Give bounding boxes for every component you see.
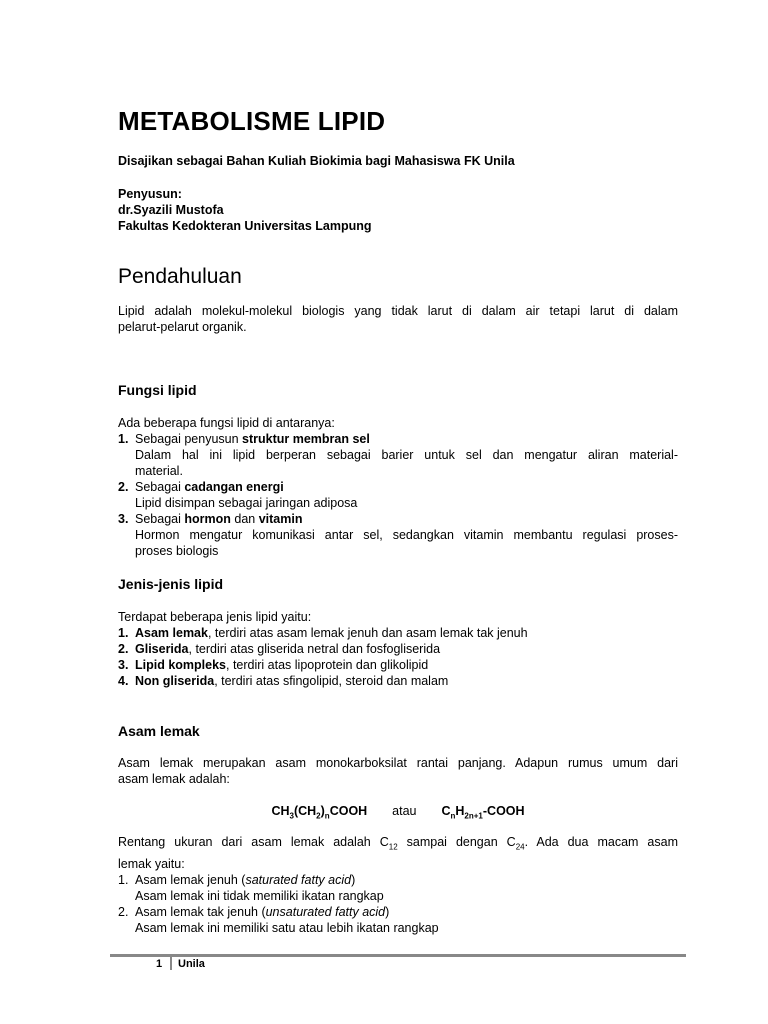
item-bold-text: hormon xyxy=(184,512,231,526)
formula-2 xyxy=(441,804,525,821)
asam-intro-paragraph xyxy=(118,755,678,787)
list-number: 2. xyxy=(118,480,129,494)
item-description: Asam lemak ini memiliki satu atau lebih ikatan rangkap xyxy=(135,920,439,935)
intro-line-2: pelarut-pelarut organik. xyxy=(118,320,247,334)
range-line-2: lemak yaitu: xyxy=(118,856,185,871)
item-bold-text-2: vitamin xyxy=(258,512,303,526)
footer-separator xyxy=(170,956,172,970)
heading-asam-lemak: Asam lemak xyxy=(118,723,200,739)
author-affiliation: Fakultas Kedokteran Universitas Lampung xyxy=(118,219,372,233)
jenis-lead: Terdapat beberapa jenis lipid yaitu: xyxy=(118,610,312,624)
item-bold-text: Gliserida xyxy=(135,642,189,656)
item-text-mid: dan xyxy=(230,512,259,526)
item-bold-text: cadangan energi xyxy=(184,480,284,494)
list-item xyxy=(118,904,678,936)
formula-subscript: n xyxy=(450,811,456,821)
formula-subscript: 3 xyxy=(289,811,294,821)
list-number: 3. xyxy=(118,512,129,526)
item-bold-text: Non gliserida xyxy=(135,674,215,688)
item-bold-text: Lipid kompleks xyxy=(135,658,226,672)
range-subscript: 12 xyxy=(388,842,398,852)
fatty-acid-formula xyxy=(118,804,678,821)
intro-paragraph xyxy=(118,303,678,335)
range-text: . Ada dua macam asam xyxy=(524,835,678,849)
heading-fungsi-lipid: Fungsi lipid xyxy=(118,382,197,398)
item-description-cont: material. xyxy=(135,464,183,478)
range-subscript: 24 xyxy=(515,842,525,852)
item-text: Sebagai xyxy=(135,512,185,526)
list-number: 4. xyxy=(118,674,129,688)
formula-part: H xyxy=(455,804,465,818)
list-number: 1. xyxy=(118,626,129,640)
list-number: 1. xyxy=(118,432,129,446)
item-text-end: ) xyxy=(385,904,390,919)
formula-subscript: n xyxy=(324,811,330,821)
item-description: Dalam hal ini lipid berperan sebagai barier untuk sel dan mengatur aliran material- xyxy=(135,448,678,462)
intro-line-1: Lipid adalah molekul-molekul biologis yang tidak larut di dalam air tetapi larut di dalam xyxy=(118,304,678,318)
footer-rule xyxy=(110,954,686,957)
list-number: 3. xyxy=(118,658,129,672)
list-item xyxy=(118,673,678,689)
range-text: sampai dengan C xyxy=(397,835,516,849)
footer-page-number: 1 xyxy=(156,958,163,970)
list-item xyxy=(118,479,678,511)
fungsi-lead: Ada beberapa fungsi lipid di antaranya: xyxy=(118,416,335,430)
list-item xyxy=(118,872,678,904)
fungsi-section xyxy=(118,415,678,559)
fungsi-list xyxy=(118,431,678,559)
item-text: , terdiri atas asam lemak jenuh dan asam lemak tak jenuh xyxy=(207,626,528,640)
list-item xyxy=(118,431,678,479)
item-text-end: ) xyxy=(351,872,356,887)
range-text: Rentang ukuran dari asam lemak adalah C xyxy=(118,835,389,849)
list-item xyxy=(118,657,678,673)
item-text: , terdiri atas lipoprotein dan glikolipid xyxy=(226,658,429,672)
formula-atau: atau xyxy=(392,804,417,818)
item-italic-text: unsaturated fatty acid xyxy=(265,904,386,919)
item-description: Hormon mengatur komunikasi antar sel, sedangkan vitamin membantu regulasi proses- xyxy=(135,528,678,542)
formula-part: CH xyxy=(271,804,290,818)
doc-subtitle: Disajikan sebagai Bahan Kuliah Biokimia bagi Mahasiswa FK Unila xyxy=(118,154,515,168)
doc-title: METABOLISME LIPID xyxy=(118,106,386,136)
list-item xyxy=(118,641,678,657)
formula-part: C xyxy=(441,804,451,818)
item-description-cont: proses biologis xyxy=(135,544,219,558)
heading-jenis-lipid: Jenis-jenis lipid xyxy=(118,576,224,592)
item-text: Sebagai xyxy=(135,480,185,494)
list-number: 2. xyxy=(118,904,129,919)
item-text: Asam lemak tak jenuh ( xyxy=(135,904,266,919)
author-block xyxy=(118,186,678,234)
asam-range-paragraph xyxy=(118,834,678,936)
footer-label: Unila xyxy=(178,958,205,970)
author-name: dr.Syazili Mustofa xyxy=(118,203,224,217)
formula-1 xyxy=(271,804,368,821)
range-line-1 xyxy=(118,834,678,856)
formula-part: (CH xyxy=(293,804,317,818)
author-label: Penyusun: xyxy=(118,187,182,201)
formula-part: -COOH xyxy=(482,804,525,818)
formula-subscript: 2n+1 xyxy=(464,811,483,821)
item-text: , terdiri atas gliserida netral dan fosfogliserida xyxy=(188,642,441,656)
item-description: Lipid disimpan sebagai jaringan adiposa xyxy=(135,496,358,510)
item-bold-text: Asam lemak xyxy=(135,626,208,640)
jenis-list xyxy=(118,625,678,689)
list-number: 2. xyxy=(118,642,129,656)
asam-list xyxy=(118,872,678,936)
list-item xyxy=(118,511,678,559)
asam-line-2: asam lemak adalah: xyxy=(118,772,230,786)
item-text: Sebagai penyusun xyxy=(135,432,243,446)
list-item xyxy=(118,625,678,641)
jenis-section xyxy=(118,609,678,689)
formula-part: ) xyxy=(320,804,325,818)
item-italic-text: saturated fatty acid xyxy=(245,872,352,887)
formula-subscript: 2 xyxy=(316,811,321,821)
heading-pendahuluan: Pendahuluan xyxy=(118,265,242,288)
item-bold-text: struktur membran sel xyxy=(242,432,370,446)
item-text: Asam lemak jenuh ( xyxy=(135,872,246,887)
asam-line-1: Asam lemak merupakan asam monokarboksilat rantai panjang. Adapun rumus umum dari xyxy=(118,756,678,770)
list-number: 1. xyxy=(118,872,129,887)
item-text: , terdiri atas sfingolipid, steroid dan malam xyxy=(214,674,449,688)
formula-part: COOH xyxy=(329,804,368,818)
item-description: Asam lemak ini tidak memiliki ikatan rangkap xyxy=(135,888,384,903)
